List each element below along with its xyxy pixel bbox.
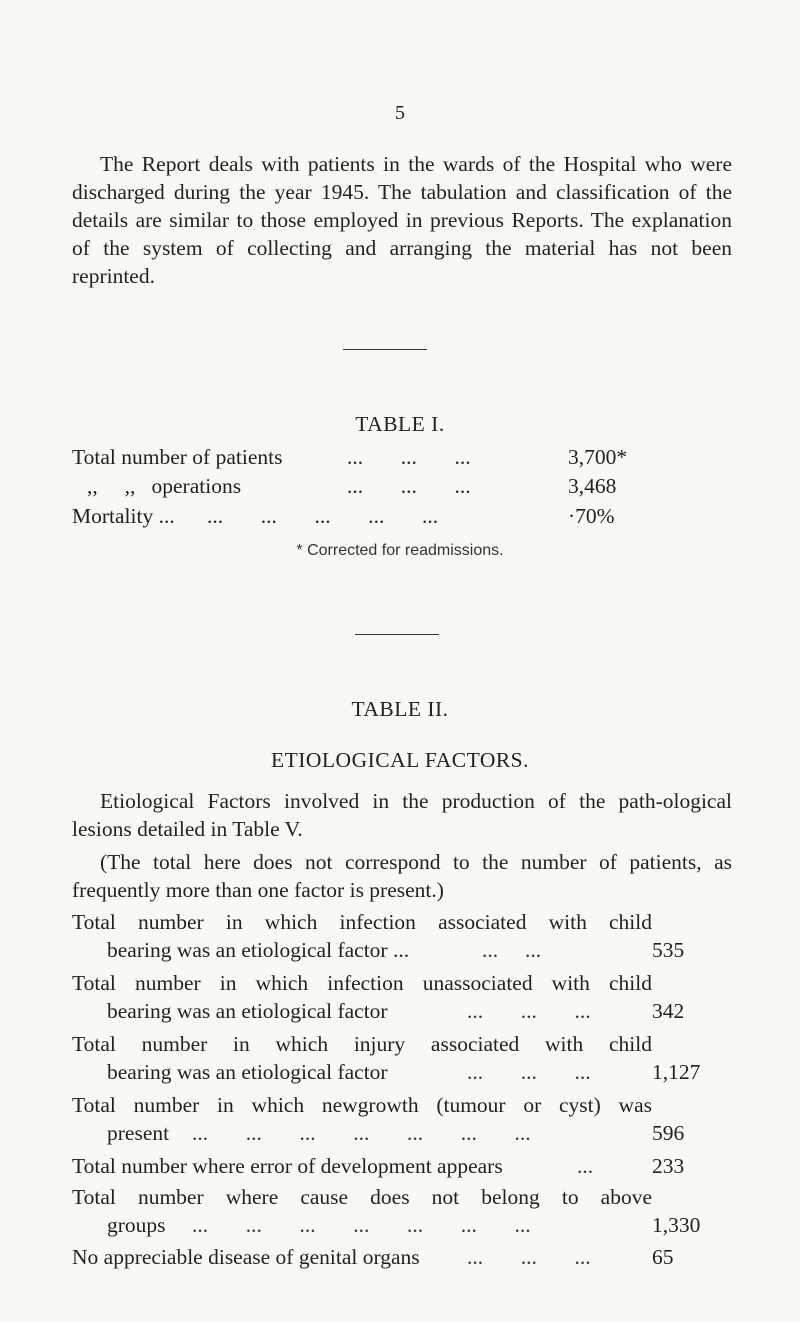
factor-label-line1: Total number in which infection unassociated with child: [72, 971, 652, 995]
factor-value: 342: [652, 999, 685, 1023]
factor-value: 596: [652, 1121, 685, 1145]
row-value: 3,468: [568, 474, 617, 498]
factor-row: [72, 1091, 732, 1147]
table-1-row: [72, 504, 640, 532]
factor-value: 233: [652, 1154, 685, 1178]
factor-label-line1: Total number in which injury associated with child: [72, 1032, 652, 1056]
section-divider: [355, 634, 439, 635]
factor-row: [72, 1030, 732, 1086]
factor-value: 65: [652, 1245, 674, 1269]
table-1-footnote: * Corrected for readmissions.: [296, 542, 504, 559]
factor-row: [72, 1183, 732, 1239]
row-label: ,, ,, operations: [87, 474, 242, 498]
leader-dots: ... ... ... ... ... ... ...: [192, 1213, 531, 1237]
factor-label-line1: Total number in which newgrowth (tumour or cyst) was: [72, 1093, 652, 1117]
table-2-note: (The total here does not correspond to the number of patients, as frequently more than one factor is present.): [72, 850, 732, 902]
table-2-title: TABLE II.: [351, 697, 449, 721]
leader-dots: ... ...: [482, 938, 542, 962]
section-divider: [343, 349, 427, 350]
leader-dots: ... ... ...: [347, 474, 471, 498]
table-1-title: TABLE I.: [355, 412, 445, 436]
leader-dots: ... ... ...: [467, 999, 591, 1023]
factor-label: No appreciable disease of genital organs: [72, 1245, 420, 1269]
leader-dots: ...: [577, 1154, 594, 1178]
leader-dots: ... ... ... ... ...: [207, 504, 439, 528]
row-label: Mortality ...: [72, 504, 175, 528]
factor-row: [72, 1152, 732, 1180]
factor-label-line2: groups: [107, 1213, 166, 1237]
factor-label-line1: Total number where cause does not belong to above: [72, 1185, 652, 1209]
table-1-row: [72, 474, 640, 502]
factor-value: 1,330: [652, 1213, 701, 1237]
factor-row: [72, 1243, 732, 1271]
table-2-description: Etiological Factors involved in the production of the path-ological lesions detailed in Table V.: [72, 789, 732, 841]
leader-dots: ... ... ...: [467, 1060, 591, 1084]
factor-row: [72, 969, 732, 1025]
leader-dots: ... ... ... ... ... ... ...: [192, 1121, 531, 1145]
leader-dots: ... ... ...: [467, 1245, 591, 1269]
table-1-row: [72, 445, 640, 473]
factor-label-line1: Total number in which infection associated with child: [72, 910, 652, 934]
row-value: ·70%: [568, 504, 615, 528]
intro-paragraph: The Report deals with patients in the wards of the Hospital who were discharged during the year 1945. The tabulation and classification of the details are similar to those employed in previous Reports. The explanation of the system of collecting and arranging the material has not been reprinted.: [72, 152, 732, 288]
factor-label-line2: bearing was an etiological factor: [107, 1060, 388, 1084]
row-value: 3,700*: [568, 445, 628, 469]
factor-label: Total number where error of development appears: [72, 1154, 503, 1178]
factor-value: 1,127: [652, 1060, 701, 1084]
factor-label-line2: bearing was an etiological factor: [107, 999, 388, 1023]
factor-label-line2: present: [107, 1121, 170, 1145]
leader-dots: ... ... ...: [347, 445, 471, 469]
factor-label-line2: bearing was an etiological factor ...: [107, 938, 410, 962]
factor-row: [72, 908, 732, 964]
row-label: Total number of patients: [72, 445, 283, 469]
factor-value: 535: [652, 938, 685, 962]
page-number: 5: [395, 102, 405, 124]
table-2-subtitle: ETIOLOGICAL FACTORS.: [270, 748, 530, 772]
